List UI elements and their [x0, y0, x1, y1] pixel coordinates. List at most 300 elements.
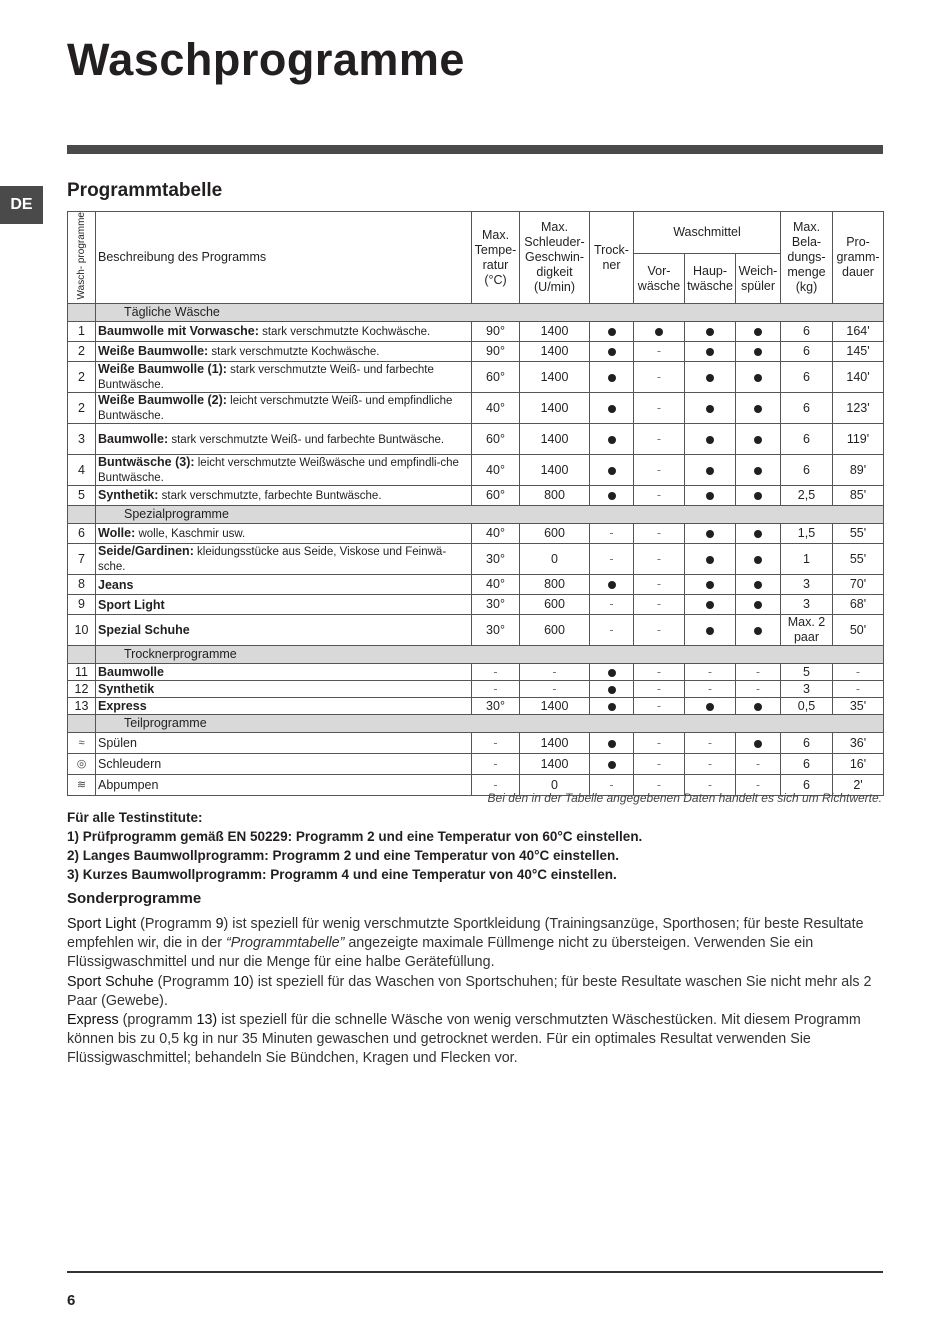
- header-detergent: Waschmittel: [634, 212, 781, 254]
- bullet-dot-icon: [608, 581, 616, 589]
- bullet-dot-icon: [608, 686, 616, 694]
- cell-dryer: [590, 455, 634, 486]
- top-rule: [67, 145, 883, 154]
- cell-spin: 1400: [520, 362, 590, 393]
- paragraph-sport-shoes: Sport Schuhe (Programm 10) ist speziell für das Waschen von Sportschuhen; für beste Resultate waschen Sie nicht mehr als 2 Paar (Gewebe).: [67, 973, 872, 1009]
- cell-load: 6: [781, 424, 833, 455]
- program-detail: stark verschmutzte Weiß- und farbechte Buntwäsche.: [168, 433, 445, 446]
- cell-dryer: [590, 393, 634, 424]
- cell-pre: -: [634, 424, 685, 455]
- cell-soft: [736, 544, 781, 575]
- program-detail: leicht verschmutzte Weiß- und empfindliche Buntwäsche.: [98, 395, 453, 423]
- program-table: [67, 211, 884, 796]
- cell-temp: 30°: [472, 595, 520, 615]
- cell-dur: -: [833, 664, 884, 681]
- program-description: [96, 322, 472, 342]
- cell-spin: 600: [520, 524, 590, 544]
- cell-temp: -: [472, 681, 520, 698]
- program-description: [96, 362, 472, 393]
- cell-main: -: [685, 681, 736, 698]
- cell-load: 6: [781, 362, 833, 393]
- cell-temp: 60°: [472, 424, 520, 455]
- bullet-dot-icon: [608, 703, 616, 711]
- bullet-dot-icon: [608, 492, 616, 500]
- program-number: 1: [68, 322, 96, 342]
- cell-main: [685, 698, 736, 715]
- cell-dur: 35': [833, 698, 884, 715]
- bullet-dot-icon: [754, 348, 762, 356]
- cell-load: 0,5: [781, 698, 833, 715]
- program-number: 4: [68, 455, 96, 486]
- cell-pre: -: [634, 754, 685, 775]
- program-name: Sport Light: [98, 597, 165, 612]
- program-name: Baumwolle: [98, 665, 164, 680]
- test-institutes: [67, 808, 887, 884]
- header-max-load: Max. Bela-dungs-menge (kg): [781, 212, 833, 304]
- cell-dur: -: [833, 681, 884, 698]
- program-description: [96, 544, 472, 575]
- cell-spin: 800: [520, 486, 590, 506]
- program-detail: leicht verschmutzte Weißwäsche und empfindli-che Buntwäsche.: [98, 457, 459, 485]
- cell-pre: -: [634, 455, 685, 486]
- program-number: 2: [68, 342, 96, 362]
- bullet-dot-icon: [706, 348, 714, 356]
- bullet-dot-icon: [754, 328, 762, 336]
- program-description: [96, 393, 472, 424]
- table-row: [68, 362, 884, 393]
- cell-spin: 1400: [520, 698, 590, 715]
- cell-spin: 1400: [520, 455, 590, 486]
- cell-main: [685, 595, 736, 615]
- bullet-dot-icon: [608, 328, 616, 336]
- cell-spin: 0: [520, 775, 590, 796]
- cell-pre: -: [634, 664, 685, 681]
- cell-main: [685, 455, 736, 486]
- cell-load: 6: [781, 754, 833, 775]
- cell-dur: 89': [833, 455, 884, 486]
- cell-temp: 40°: [472, 455, 520, 486]
- cell-spin: 1400: [520, 393, 590, 424]
- program-number: 2: [68, 362, 96, 393]
- cell-spin: 600: [520, 615, 590, 646]
- header-max-spin: Max. Schleuder-Geschwin-digkeit (U/min): [520, 212, 590, 304]
- bullet-dot-icon: [608, 374, 616, 382]
- cell-dur: 50': [833, 615, 884, 646]
- cell-load: 6: [781, 322, 833, 342]
- cell-pre: -: [634, 393, 685, 424]
- cell-soft: [736, 615, 781, 646]
- table-row: [68, 424, 884, 455]
- bullet-dot-icon: [754, 740, 762, 748]
- program-description: [96, 775, 472, 796]
- bullet-dot-icon: [706, 530, 714, 538]
- cell-dur: 68': [833, 595, 884, 615]
- cell-temp: 40°: [472, 524, 520, 544]
- cell-soft: [736, 322, 781, 342]
- cell-dryer: [590, 754, 634, 775]
- table-row: [68, 733, 884, 754]
- cell-dur: 70': [833, 575, 884, 595]
- cell-load: 6: [781, 393, 833, 424]
- cell-spin: 600: [520, 595, 590, 615]
- program-name: Buntwäsche (3):: [98, 455, 195, 470]
- program-description: [96, 698, 472, 715]
- program-number: 3: [68, 424, 96, 455]
- program-number: 9: [68, 595, 96, 615]
- cell-pre: -: [634, 698, 685, 715]
- program-detail: stark verschmutzte Kochwäsche.: [208, 346, 380, 359]
- bullet-dot-icon: [706, 556, 714, 564]
- cell-load: 5: [781, 664, 833, 681]
- cell-dur: 2': [833, 775, 884, 796]
- cell-dur: 123': [833, 393, 884, 424]
- cell-pre: -: [634, 681, 685, 698]
- section-title: Tägliche Wäsche: [96, 304, 884, 322]
- program-description: [96, 486, 472, 506]
- header-duration: Pro-gramm-dauer: [833, 212, 884, 304]
- bullet-dot-icon: [706, 374, 714, 382]
- table-row: [68, 595, 884, 615]
- cell-pre: -: [634, 362, 685, 393]
- cell-dur: 36': [833, 733, 884, 754]
- cell-soft: [736, 424, 781, 455]
- cell-spin: -: [520, 681, 590, 698]
- program-number: 5: [68, 486, 96, 506]
- cell-dur: 16': [833, 754, 884, 775]
- program-number: 12: [68, 681, 96, 698]
- cell-temp: -: [472, 733, 520, 754]
- cell-dryer: [590, 698, 634, 715]
- cell-main: [685, 544, 736, 575]
- header-dryer: Trock-ner: [590, 212, 634, 304]
- bullet-dot-icon: [608, 405, 616, 413]
- bullet-dot-icon: [706, 467, 714, 475]
- cell-soft: [736, 393, 781, 424]
- paragraph-express: Express (programm 13) ist speziell für die schnelle Wäsche von wenig verschmutzten Wäschestücken. Mit diesem Programm können bis zu 0,5 kg in nur 35 Minuten gewaschen und getrocknet werden. Für ein optimales Resultat verwenden Sie Flüssigwaschmittel; behandeln Sie Bündchen, Kragen und Flecken vor.: [67, 1012, 861, 1067]
- bullet-dot-icon: [754, 530, 762, 538]
- program-detail: stark verschmutzte Kochwäsche.: [258, 326, 431, 339]
- bullet-dot-icon: [754, 436, 762, 444]
- bullet-dot-icon: [706, 405, 714, 413]
- cell-dryer: -: [590, 595, 634, 615]
- cell-spin: 1400: [520, 342, 590, 362]
- bullet-dot-icon: [754, 601, 762, 609]
- page-number: 6: [67, 1292, 76, 1309]
- header-main-wash: Haup-twäsche: [685, 253, 736, 304]
- cell-temp: 30°: [472, 615, 520, 646]
- cell-spin: 1400: [520, 733, 590, 754]
- cell-dryer: [590, 486, 634, 506]
- cell-dryer: -: [590, 524, 634, 544]
- program-description: [96, 342, 472, 362]
- program-description: [96, 754, 472, 775]
- cell-dryer: -: [590, 615, 634, 646]
- cell-dryer: [590, 681, 634, 698]
- drain-icon: ≋: [76, 779, 87, 792]
- bullet-dot-icon: [608, 348, 616, 356]
- cell-soft: [736, 733, 781, 754]
- bullet-dot-icon: [706, 492, 714, 500]
- program-name: Weiße Baumwolle (1):: [98, 362, 227, 377]
- program-number: 13: [68, 698, 96, 715]
- cell-dur: 164': [833, 322, 884, 342]
- cell-temp: 40°: [472, 575, 520, 595]
- cell-load: Max. 2 paar: [781, 615, 833, 646]
- cell-main: [685, 362, 736, 393]
- bullet-dot-icon: [706, 601, 714, 609]
- cell-temp: -: [472, 754, 520, 775]
- program-name: Synthetik:: [98, 488, 159, 503]
- program-name: Express: [98, 699, 147, 714]
- bullet-dot-icon: [754, 581, 762, 589]
- table-row: [68, 455, 884, 486]
- header-pre-wash: Vor-wäsche: [634, 253, 685, 304]
- cell-temp: 40°: [472, 393, 520, 424]
- cell-main: -: [685, 754, 736, 775]
- cell-dryer: [590, 362, 634, 393]
- program-detail: Schleudern: [98, 757, 162, 772]
- bullet-dot-icon: [608, 761, 616, 769]
- cell-pre: -: [634, 733, 685, 754]
- bullet-dot-icon: [608, 467, 616, 475]
- program-description: [96, 575, 472, 595]
- cell-soft: -: [736, 775, 781, 796]
- section-row: [68, 506, 884, 524]
- program-description: [96, 455, 472, 486]
- cell-dur: 55': [833, 544, 884, 575]
- cell-dur: 145': [833, 342, 884, 362]
- special-programs-text: [67, 915, 885, 1069]
- cell-main: [685, 524, 736, 544]
- cell-load: 6: [781, 775, 833, 796]
- cell-pre: -: [634, 575, 685, 595]
- bullet-dot-icon: [754, 703, 762, 711]
- cell-dryer: [590, 733, 634, 754]
- program-description: [96, 524, 472, 544]
- cell-pre: -: [634, 595, 685, 615]
- section-title: Teilprogramme: [96, 715, 884, 733]
- bullet-dot-icon: [754, 405, 762, 413]
- cell-main: [685, 393, 736, 424]
- bullet-dot-icon: [655, 328, 663, 336]
- cell-dur: 85': [833, 486, 884, 506]
- cell-temp: 90°: [472, 342, 520, 362]
- special-programs-heading: Sonderprogramme: [67, 890, 202, 907]
- table-row: [68, 342, 884, 362]
- cell-temp: -: [472, 664, 520, 681]
- program-detail: stark verschmutzte Weiß- und farbechte Buntwäsche.: [98, 364, 434, 392]
- program-number: 7: [68, 544, 96, 575]
- cell-soft: [736, 595, 781, 615]
- header-program-number: Wasch- programme: [68, 212, 96, 304]
- table-row: [68, 615, 884, 646]
- program-name: Jeans: [98, 577, 134, 592]
- table-row: [68, 664, 884, 681]
- cell-soft: [736, 486, 781, 506]
- cell-dur: 140': [833, 362, 884, 393]
- cell-soft: [736, 575, 781, 595]
- cell-load: 1,5: [781, 524, 833, 544]
- cell-temp: 30°: [472, 698, 520, 715]
- tests-line: 1) Prüfprogramm gemäß EN 50229: Programm 2 und eine Temperatur von 60°C einstellen.: [67, 829, 643, 844]
- header-max-temp: Max. Tempe-ratur (°C): [472, 212, 520, 304]
- cell-soft: [736, 524, 781, 544]
- cell-load: 6: [781, 733, 833, 754]
- cell-main: [685, 486, 736, 506]
- program-description: [96, 664, 472, 681]
- section-row: [68, 646, 884, 664]
- bullet-dot-icon: [706, 328, 714, 336]
- program-description: [96, 615, 472, 646]
- spin-icon: ◎: [76, 758, 87, 771]
- table-row: [68, 322, 884, 342]
- program-detail: Spülen: [98, 736, 137, 751]
- section-title: Spezialprogramme: [96, 506, 884, 524]
- cell-spin: 800: [520, 575, 590, 595]
- bullet-dot-icon: [706, 627, 714, 635]
- bullet-dot-icon: [706, 436, 714, 444]
- cell-temp: 90°: [472, 322, 520, 342]
- cell-dryer: [590, 575, 634, 595]
- program-name: Baumwolle:: [98, 431, 169, 446]
- bullet-dot-icon: [754, 556, 762, 564]
- cell-soft: -: [736, 754, 781, 775]
- bullet-dot-icon: [608, 669, 616, 677]
- cell-load: 1: [781, 544, 833, 575]
- cell-soft: -: [736, 664, 781, 681]
- program-description: [96, 681, 472, 698]
- program-number: 8: [68, 575, 96, 595]
- paragraph-sport-light: Sport Light (Programm 9) ist speziell für wenig verschmutzte Sportkleidung (Trainingsanzüge, Sporthosen; für beste Resultate empfehlen wir, die in der “Programmtabelle” angezeigte maximale Füllmenge nicht zu übersteigen. Verwenden Sie ein Flüssigwaschmittel und nur die Menge für eine halbe Gerätefüllung.: [67, 916, 864, 971]
- cell-dryer: [590, 322, 634, 342]
- cell-main: [685, 575, 736, 595]
- program-number: 6: [68, 524, 96, 544]
- cell-dur: 119': [833, 424, 884, 455]
- bottom-rule: [67, 1271, 883, 1273]
- table-row: [68, 524, 884, 544]
- program-detail: wolle, Kaschmir usw.: [135, 528, 246, 541]
- cell-main: -: [685, 733, 736, 754]
- program-name: Wolle:: [98, 526, 136, 541]
- program-description: [96, 424, 472, 455]
- table-row: [68, 681, 884, 698]
- program-number: 10: [68, 615, 96, 646]
- cell-temp: 60°: [472, 486, 520, 506]
- rinse-icon: ≈: [78, 737, 85, 750]
- bullet-dot-icon: [706, 581, 714, 589]
- cell-main: -: [685, 664, 736, 681]
- program-name: Weiße Baumwolle:: [98, 344, 209, 359]
- cell-dryer: -: [590, 775, 634, 796]
- cell-dryer: [590, 424, 634, 455]
- bullet-dot-icon: [608, 740, 616, 748]
- cell-load: 3: [781, 681, 833, 698]
- program-name: Baumwolle mit Vorwasche:: [98, 324, 259, 339]
- table-row: [68, 486, 884, 506]
- bullet-dot-icon: [608, 436, 616, 444]
- cell-pre: -: [634, 615, 685, 646]
- bullet-dot-icon: [754, 627, 762, 635]
- cell-pre: -: [634, 342, 685, 362]
- cell-pre: [634, 322, 685, 342]
- cell-spin: 1400: [520, 322, 590, 342]
- tests-line: 3) Kurzes Baumwollprogramm: Programm 4 und eine Temperatur von 40°C einstellen.: [67, 867, 617, 882]
- cell-load: 2,5: [781, 486, 833, 506]
- cell-temp: 30°: [472, 544, 520, 575]
- cell-soft: [736, 698, 781, 715]
- cell-dryer: -: [590, 544, 634, 575]
- table-note: Bei den in der Tabelle angegebenen Daten handelt es sich um Richtwerte.: [487, 791, 882, 805]
- header-softener: Weich-spüler: [736, 253, 781, 304]
- program-description: [96, 733, 472, 754]
- cell-soft: [736, 455, 781, 486]
- cell-soft: -: [736, 681, 781, 698]
- cell-spin: 1400: [520, 754, 590, 775]
- cell-pre: -: [634, 486, 685, 506]
- cell-temp: -: [472, 775, 520, 796]
- cell-dryer: [590, 342, 634, 362]
- bullet-dot-icon: [754, 492, 762, 500]
- table-row: [68, 393, 884, 424]
- section-title: Trocknerprogramme: [96, 646, 884, 664]
- cell-main: [685, 424, 736, 455]
- cell-dur: 55': [833, 524, 884, 544]
- cell-load: 3: [781, 575, 833, 595]
- cell-pre: -: [634, 775, 685, 796]
- section-row: [68, 715, 884, 733]
- cell-main: [685, 322, 736, 342]
- cell-load: 6: [781, 455, 833, 486]
- cell-load: 6: [781, 342, 833, 362]
- cell-soft: [736, 362, 781, 393]
- cell-spin: 0: [520, 544, 590, 575]
- cell-temp: 60°: [472, 362, 520, 393]
- program-detail: stark verschmutzte, farbechte Buntwäsche.: [158, 490, 382, 503]
- cell-load: 3: [781, 595, 833, 615]
- bullet-dot-icon: [754, 374, 762, 382]
- table-row: [68, 544, 884, 575]
- cell-pre: -: [634, 544, 685, 575]
- cell-main: -: [685, 775, 736, 796]
- tests-line: 2) Langes Baumwollprogramm: Programm 2 und eine Temperatur von 40°C einstellen.: [67, 848, 620, 863]
- section-heading: Programmtabelle: [67, 180, 223, 201]
- language-tab: DE: [0, 186, 43, 224]
- bullet-dot-icon: [706, 703, 714, 711]
- program-name: Weiße Baumwolle (2):: [98, 393, 227, 408]
- table-row: [68, 698, 884, 715]
- cell-spin: 1400: [520, 424, 590, 455]
- cell-dryer: [590, 664, 634, 681]
- table-row: [68, 575, 884, 595]
- cell-soft: [736, 342, 781, 362]
- program-name: Seide/Gardinen:: [98, 544, 194, 559]
- page-title: Waschprogramme: [67, 34, 465, 85]
- cell-main: [685, 342, 736, 362]
- program-number: 2: [68, 393, 96, 424]
- section-row: [68, 304, 884, 322]
- cell-spin: -: [520, 664, 590, 681]
- program-detail: kleidungsstücke aus Seide, Viskose und Feinwä-sche.: [98, 546, 447, 574]
- bullet-dot-icon: [754, 467, 762, 475]
- table-body: [68, 304, 884, 796]
- cell-main: [685, 615, 736, 646]
- header-description: Beschreibung des Programms: [96, 212, 472, 304]
- program-name: Synthetik: [98, 682, 155, 697]
- cell-pre: -: [634, 524, 685, 544]
- program-number: 11: [68, 664, 96, 681]
- program-name: Spezial Schuhe: [98, 623, 190, 638]
- table-row: [68, 754, 884, 775]
